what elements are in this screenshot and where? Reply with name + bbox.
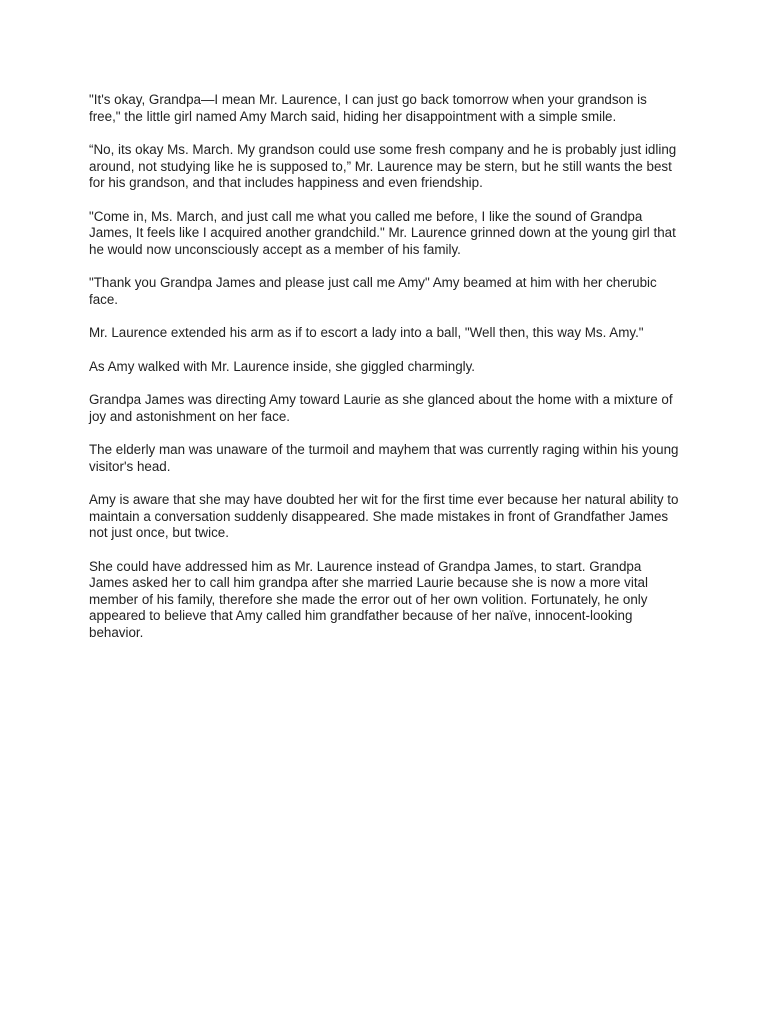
paragraph-9: Amy is aware that she may have doubted her wit for the first time ever because her natural ability to maintain a conversation suddenly disappeared. She made mistakes in front of Grandfather James not just once, but twice. [89, 492, 679, 540]
paragraph-10: She could have addressed him as Mr. Laurence instead of Grandpa James, to start. Grandpa James asked her to call him grandpa after she married Laurie because she is now a more vital member of his family, therefore she made the error out of her own volition. Fortunately, he only appeared to believe that Amy called him grandfather because of her naïve, innocent-looking behavior. [89, 558, 648, 640]
paragraph-3: "Come in, Ms. March, and just call me what you called me before, I like the sound of Grandpa James, It feels like I acquired another grandchild." Mr. Laurence grinned down at the young girl that he would now unconsciously accept as a member of his family. [89, 208, 676, 257]
paragraph-4: "Thank you Grandpa James and please just call me Amy" Amy beamed at him with her cherubic face. [89, 275, 657, 307]
document-body [89, 92, 679, 658]
paragraph-1: "It's okay, Grandpa—I mean Mr. Laurence, I can just go back tomorrow when your grandson is free," the little girl named Amy March said, hiding her disappointment with a simple smile. [89, 92, 647, 124]
paragraph-8: The elderly man was unaware of the turmoil and mayhem that was currently raging within his young visitor's head. [89, 442, 679, 474]
paragraph-5: Mr. Laurence extended his arm as if to escort a lady into a ball, "Well then, this way Ms. Amy." [89, 325, 644, 340]
paragraph-2: “No, its okay Ms. March. My grandson could use some fresh company and he is probably just idling around, not studying like he is supposed to,” Mr. Laurence may be stern, but he still wants the best for his grandson, and that includes happiness and even friendship. [89, 142, 677, 190]
paragraph-7: Grandpa James was directing Amy toward Laurie as she glanced about the home with a mixture of joy and astonishment on her face. [89, 392, 673, 424]
paragraph-6: As Amy walked with Mr. Laurence inside, she giggled charmingly. [89, 358, 476, 374]
